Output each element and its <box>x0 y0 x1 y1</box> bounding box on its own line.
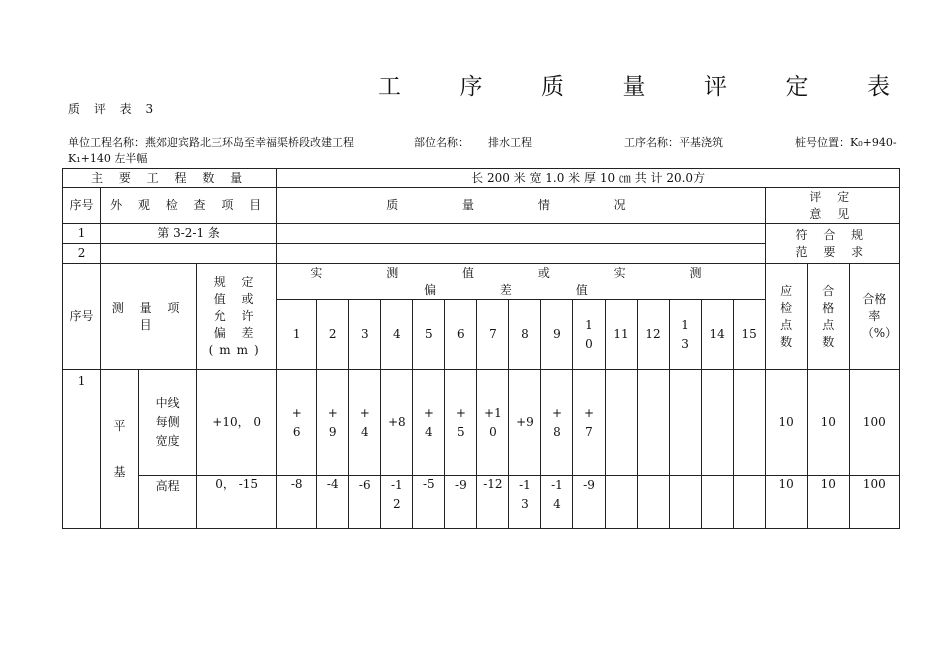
measured-value: +4 <box>413 370 445 476</box>
title-char: 定 <box>785 74 809 100</box>
col-header: 13 <box>669 300 701 370</box>
col-header: 9 <box>541 300 573 370</box>
measured-value: +8 <box>381 370 413 476</box>
col-header: 6 <box>445 300 477 370</box>
measure-group-no: 1 <box>63 370 101 529</box>
measured-value: +5 <box>445 370 477 476</box>
appearance-row-quality <box>277 244 765 264</box>
col-header: 12 <box>637 300 669 370</box>
seq-header: 序号 <box>63 188 101 224</box>
quality-header: 质 量 情 况 <box>277 188 765 224</box>
should-check-count: 10 <box>765 370 807 476</box>
measured-value <box>733 370 765 476</box>
quality-table <box>62 168 900 529</box>
col-header: 14 <box>701 300 733 370</box>
process-name: 工序名称：平基浇筑 <box>624 136 723 149</box>
measured-value: -9 <box>445 476 477 529</box>
pass-rate: 100 <box>849 370 899 476</box>
measured-value: +7 <box>573 370 605 476</box>
measured-value: +10 <box>477 370 509 476</box>
pass-count: 10 <box>807 370 849 476</box>
appearance-row-no: 1 <box>63 224 101 244</box>
measured-value <box>605 476 637 529</box>
measured-value: -12 <box>477 476 509 529</box>
appearance-row-item <box>101 244 277 264</box>
opinion-value: 符 合 规 范 要 求 <box>765 224 899 264</box>
unit-project-name: 单位工程名称：燕郊迎宾路北三环岛至幸福渠桥段改建工程 <box>68 136 354 149</box>
measure-item: 中线每侧宽度 <box>139 370 197 476</box>
col-header: 10 <box>573 300 605 370</box>
title-char: 质 <box>541 74 564 100</box>
pass-rate-header: 合格率（%） <box>849 264 899 370</box>
pass-rate: 100 <box>849 476 899 529</box>
measured-value: -4 <box>317 476 349 529</box>
col-header: 11 <box>605 300 637 370</box>
stake-position-cont: K₁+140 左半幅 <box>68 152 148 165</box>
measured-value: -5 <box>413 476 445 529</box>
col-header: 3 <box>349 300 381 370</box>
measured-value: -6 <box>349 476 381 529</box>
stake-position: 桩号位置：K₀+940- <box>795 136 897 149</box>
measured-value <box>733 476 765 529</box>
col-header: 15 <box>733 300 765 370</box>
title-char: 评 <box>704 74 727 100</box>
measure-item-header: 测 量 项 目 <box>101 264 197 370</box>
measured-value <box>637 476 669 529</box>
appearance-row-quality <box>277 224 765 244</box>
measured-value <box>637 370 669 476</box>
col-header: 2 <box>317 300 349 370</box>
measured-value: +8 <box>541 370 573 476</box>
appearance-row-no: 2 <box>63 244 101 264</box>
col-header: 1 <box>277 300 317 370</box>
division-label: 部位名称： <box>414 136 469 149</box>
col-header: 7 <box>477 300 509 370</box>
pass-count: 10 <box>807 476 849 529</box>
measured-value: +6 <box>277 370 317 476</box>
form-number: 质 评 表 3 <box>68 102 159 116</box>
measured-value: -13 <box>509 476 541 529</box>
measured-values-header: 实 测 值 或 实 测 偏 差 值 <box>277 264 765 300</box>
measured-value: -9 <box>573 476 605 529</box>
col-header: 5 <box>413 300 445 370</box>
tolerance-value: 0， -15 <box>197 476 277 529</box>
measured-value <box>669 476 701 529</box>
measure-item: 高程 <box>139 476 197 529</box>
measured-value <box>605 370 637 476</box>
appearance-row-item: 第 3-2-1 条 <box>101 224 277 244</box>
measured-value: -14 <box>541 476 573 529</box>
measured-value <box>701 476 733 529</box>
title-char: 序 <box>459 74 483 100</box>
measured-value: -12 <box>381 476 413 529</box>
measure-group-name: 平 基 <box>101 370 139 529</box>
measured-value: -8 <box>277 476 317 529</box>
title-char: 表 <box>867 74 890 100</box>
measured-value: +4 <box>349 370 381 476</box>
tolerance-value: +10， 0 <box>197 370 277 476</box>
title-char: 工 <box>378 74 401 100</box>
title-char: 量 <box>622 74 646 100</box>
pass-count-header: 合格点数 <box>807 264 849 370</box>
col-header: 8 <box>509 300 541 370</box>
measured-value: +9 <box>509 370 541 476</box>
col-header: 4 <box>381 300 413 370</box>
tolerance-header: 规 定 值 或 允 许 偏 差 (mm) <box>197 264 277 370</box>
main-qty-value: 长 200 米 宽 1.0 米 厚 10 ㎝ 共 计 20.0方 <box>277 169 900 188</box>
main-qty-label: 主 要 工 程 数 量 <box>63 169 277 188</box>
form-title <box>378 68 890 100</box>
should-check-count: 10 <box>765 476 807 529</box>
opinion-header: 评 定 意 见 <box>765 188 899 224</box>
measured-value <box>669 370 701 476</box>
measured-value <box>701 370 733 476</box>
appearance-item-header: 外 观 检 查 项 目 <box>101 188 277 224</box>
division-value: 排水工程 <box>488 136 532 149</box>
measured-value: +9 <box>317 370 349 476</box>
measure-seq-header: 序号 <box>63 264 101 370</box>
should-check-header: 应检点数 <box>765 264 807 370</box>
